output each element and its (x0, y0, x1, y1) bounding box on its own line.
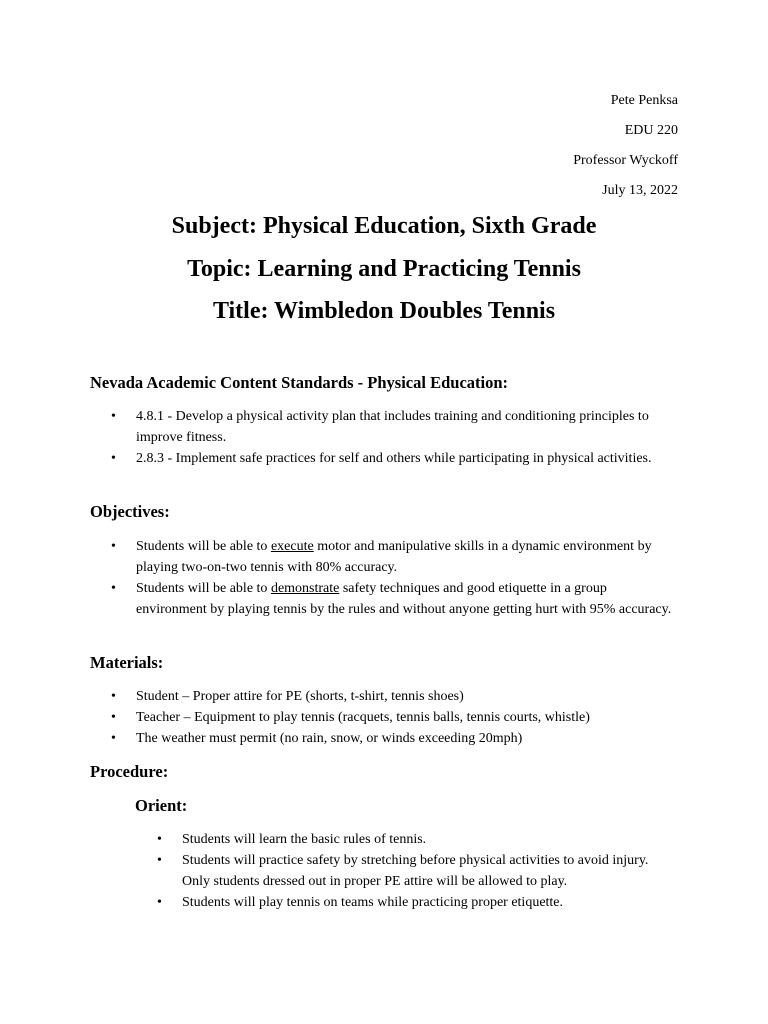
lesson-title: Title: Wimbledon Doubles Tennis (212, 298, 556, 324)
orient-list (157, 829, 657, 913)
list-item: • Students will be able to execute motor and manipulative skills in a dynamic environment by playing two-on-two tennis with 80% accuracy. (111, 536, 681, 578)
standards-heading: Nevada Academic Content Standards - Physical Education: (90, 373, 509, 392)
underlined-verb: demonstrate (270, 581, 340, 596)
materials-list (111, 686, 691, 749)
list-item: • Students will play tennis on teams while practicing proper etiquette. (157, 892, 657, 913)
list-item: • 2.8.3 - Implement safe practices for self and others while participating in physical activities. (111, 448, 681, 469)
document-date: July 13, 2022 (602, 183, 678, 198)
list-item: • 4.8.1 - Develop a physical activity plan that includes training and conditioning principles to improve fitness. (111, 406, 681, 448)
professor-name: Professor Wyckoff (573, 153, 678, 168)
list-item: • Student – Proper attire for PE (shorts, t-shirt, tennis shoes) (111, 686, 691, 707)
objectives-heading: Objectives: (90, 502, 170, 521)
author-name: Pete Penksa (610, 93, 678, 108)
materials-heading: Materials: (90, 653, 164, 672)
list-item: • Students will learn the basic rules of tennis. (157, 829, 657, 850)
objectives-list (111, 536, 681, 620)
list-item: • Students will practice safety by stretching before physical activities to avoid injury. Only students dressed out in proper PE attire will be allowed to play. (157, 850, 657, 892)
list-item: • Teacher – Equipment to play tennis (racquets, tennis balls, tennis courts, whistle) (111, 707, 691, 728)
list-item: • The weather must permit (no rain, snow, or winds exceeding 20mph) (111, 728, 691, 749)
list-item: • Students will be able to demonstrate safety techniques and good etiquette in a group environment by playing tennis by the rules and without anyone getting hurt with 95% accuracy. (111, 578, 681, 620)
course-code: EDU 220 (624, 123, 678, 138)
orient-heading: Orient: (135, 796, 188, 815)
procedure-heading: Procedure: (90, 762, 169, 781)
subject-title: Subject: Physical Education, Sixth Grade (171, 213, 597, 239)
underlined-verb: execute (270, 539, 314, 554)
topic-title: Topic: Learning and Practicing Tennis (187, 256, 581, 282)
standards-list (111, 406, 681, 469)
